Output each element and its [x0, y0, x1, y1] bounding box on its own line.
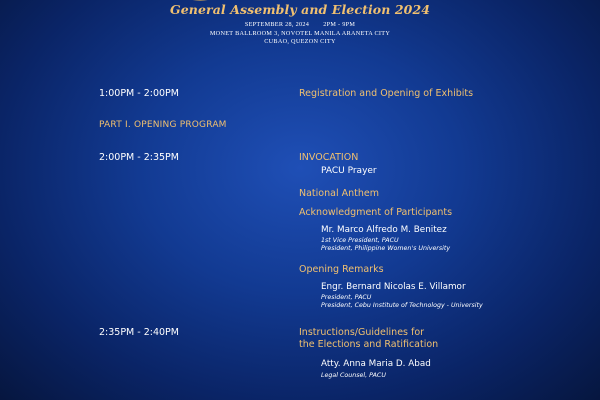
opening-remarks-role-1: President, PACU — [321, 294, 372, 301]
block-1-time: 2:00PM - 2:35PM — [99, 152, 179, 163]
invocation-label: INVOCATION — [299, 152, 359, 163]
pacu-prayer-label: PACU Prayer — [321, 166, 377, 176]
opening-remarks-label: Opening Remarks — [299, 264, 384, 275]
acknowledgment-role-1: 1st Vice President, PACU — [321, 237, 399, 244]
opening-remarks-role-2: President, Cebu Institute of Technology - University — [321, 302, 483, 309]
instructions-line-2: the Elections and Ratification — [299, 339, 439, 350]
national-anthem-label: National Anthem — [299, 188, 379, 199]
block-2-time: 2:35PM - 2:40PM — [99, 327, 179, 338]
acknowledgment-role-2: President, Philippine Women's University — [321, 245, 451, 252]
venue-line-2: CUBAO, QUEZON CITY — [264, 38, 336, 45]
instructions-line-1: Instructions/Guidelines for — [299, 327, 425, 338]
opening-remarks-person: Engr. Bernard Nicolas E. Villamor — [321, 282, 466, 292]
event-time: 2PM - 9PM — [323, 21, 356, 28]
acknowledgment-label: Acknowledgment of Participants — [299, 207, 453, 218]
registration-time: 1:00PM - 2:00PM — [99, 88, 179, 99]
instructions-person: Atty. Anna Maria D. Abad — [321, 359, 431, 369]
registration-label: Registration and Opening of Exhibits — [299, 88, 474, 99]
part-1-heading: PART I. OPENING PROGRAM — [99, 120, 227, 130]
venue-line-1: MONET BALLROOM 3, NOVOTEL MANILA ARANETA CITY — [209, 30, 391, 37]
event-date-time — [0, 21, 600, 28]
event-date: SEPTEMBER 28, 2024 — [244, 21, 310, 28]
instructions-role: Legal Counsel, PACU — [321, 372, 386, 379]
event-title: General Assembly and Election 2024 — [169, 2, 431, 17]
acknowledgment-person: Mr. Marco Alfredo M. Benitez — [321, 225, 447, 235]
